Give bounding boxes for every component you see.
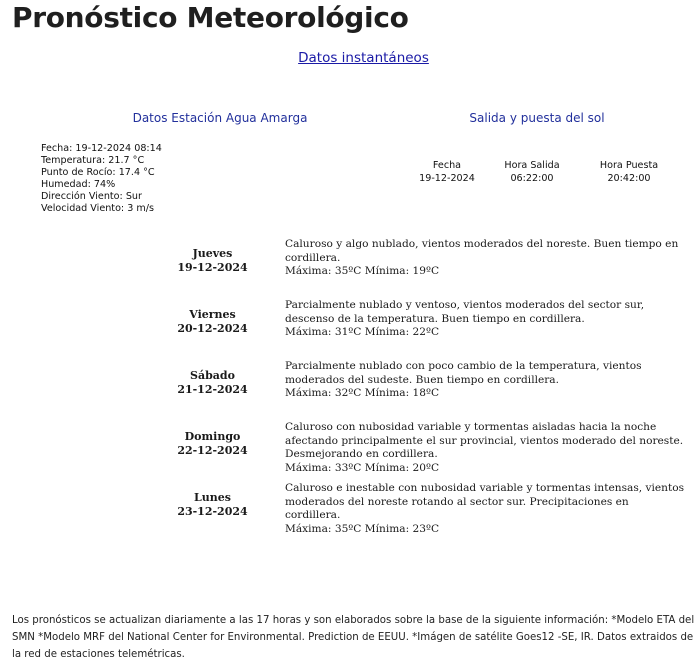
forecast-temps: Máxima: 32ºC Mínima: 18ºC (285, 387, 440, 399)
forecast-date: 20-12-2024 (177, 322, 248, 335)
sun-heading: Salida y puesta del sol (469, 111, 605, 125)
forecast-temps: Máxima: 35ºC Mínima: 23ºC (285, 522, 440, 535)
forecast-row (150, 360, 690, 421)
forecast-date: 22-12-2024 (177, 444, 248, 457)
sun-col-sunrise (487, 160, 577, 185)
forecast-text (285, 482, 687, 536)
forecast-day-name: Viernes (189, 308, 236, 321)
forecast-day-name: Jueves (192, 247, 233, 260)
forecast-temps: Máxima: 33ºC Mínima: 20ºC (285, 461, 440, 474)
forecast-text (285, 421, 687, 475)
footer-note: Los pronósticos se actualizan diariamente a las 17 horas y son elaborados sobre la base de la siguiente información: *Modelo ETA del SMN *Modelo MRF del National Center for Environmental. Prediction de EEUU. *Imágen de satélite Goes12 -SE, IR. Datos extraidos de la red de estaciones telemétricas. (12, 615, 695, 660)
forecast-text (285, 360, 687, 401)
station-date: Fecha: 19-12-2024 08:14 (41, 143, 162, 154)
sun-col-value: 20:42:00 (607, 172, 651, 184)
forecast-row (150, 482, 690, 543)
forecast-day (150, 308, 275, 336)
sun-col-date (402, 160, 492, 185)
forecast-day-name: Sábado (190, 369, 235, 382)
sun-col-value: 06:22:00 (510, 172, 554, 184)
forecast-row (150, 421, 690, 482)
forecast-day-name: Lunes (194, 491, 231, 504)
forecast-date: 21-12-2024 (177, 383, 248, 396)
forecast-day (150, 247, 275, 275)
forecast-description: Parcialmente nublado y ventoso, vientos moderados del sector sur, descenso de la temperatura. Buen tiempo en cordillera. (285, 299, 645, 325)
forecast-description: Caluroso e inestable con nubosidad variable y tormentas intensas, vientos moderados del noreste rotando al sector sur. Precipitaciones en cordillera. (285, 482, 685, 521)
forecast-text (285, 299, 687, 340)
station-heading: Datos Estación Agua Amarga (132, 111, 308, 125)
forecast-description: Caluroso con nubosidad variable y tormentas aisladas hacia la noche afectando principalmente el sur provincial, vientos moderado del noreste. Desmejorando en cordillera. (285, 421, 684, 460)
forecast-description: Parcialmente nublado con poco cambio de la temperatura, vientos moderados del sudeste. Buen tiempo en cordillera. (285, 360, 642, 386)
forecast-date: 19-12-2024 (177, 261, 248, 274)
forecast-list (150, 238, 690, 543)
sun-col-label: Hora Puesta (599, 160, 659, 171)
forecast-text (285, 238, 687, 279)
forecast-row (150, 299, 690, 360)
forecast-row (150, 238, 690, 299)
station-dew-point: Punto de Rocío: 17.4 °C (41, 167, 155, 179)
forecast-temps: Máxima: 35ºC Mínima: 19ºC (285, 265, 440, 277)
sun-col-value: 19-12-2024 (419, 172, 475, 184)
instant-data-link[interactable]: Datos instantáneos (298, 50, 429, 66)
station-humidity: Humedad: 74% (41, 179, 116, 191)
sun-col-label: Fecha (432, 160, 462, 171)
sun-col-sunset (584, 160, 674, 185)
station-wind-direction: Dirección Viento: Sur (41, 191, 142, 203)
forecast-temps: Máxima: 31ºC Mínima: 22ºC (285, 326, 440, 338)
forecast-date: 23-12-2024 (177, 505, 248, 518)
page-title: Pronóstico Meteorológico (12, 1, 409, 34)
forecast-day (150, 491, 275, 519)
forecast-day (150, 369, 275, 397)
station-wind-speed: Velocidad Viento: 3 m/s (41, 203, 154, 215)
sun-col-label: Hora Salida (504, 160, 560, 171)
forecast-day-name: Domingo (184, 430, 241, 443)
forecast-description: Caluroso y algo nublado, vientos moderados del noreste. Buen tiempo en cordillera. (285, 238, 679, 264)
station-data (41, 143, 162, 216)
station-temperature: Temperatura: 21.7 °C (41, 155, 145, 167)
forecast-day (150, 430, 275, 458)
